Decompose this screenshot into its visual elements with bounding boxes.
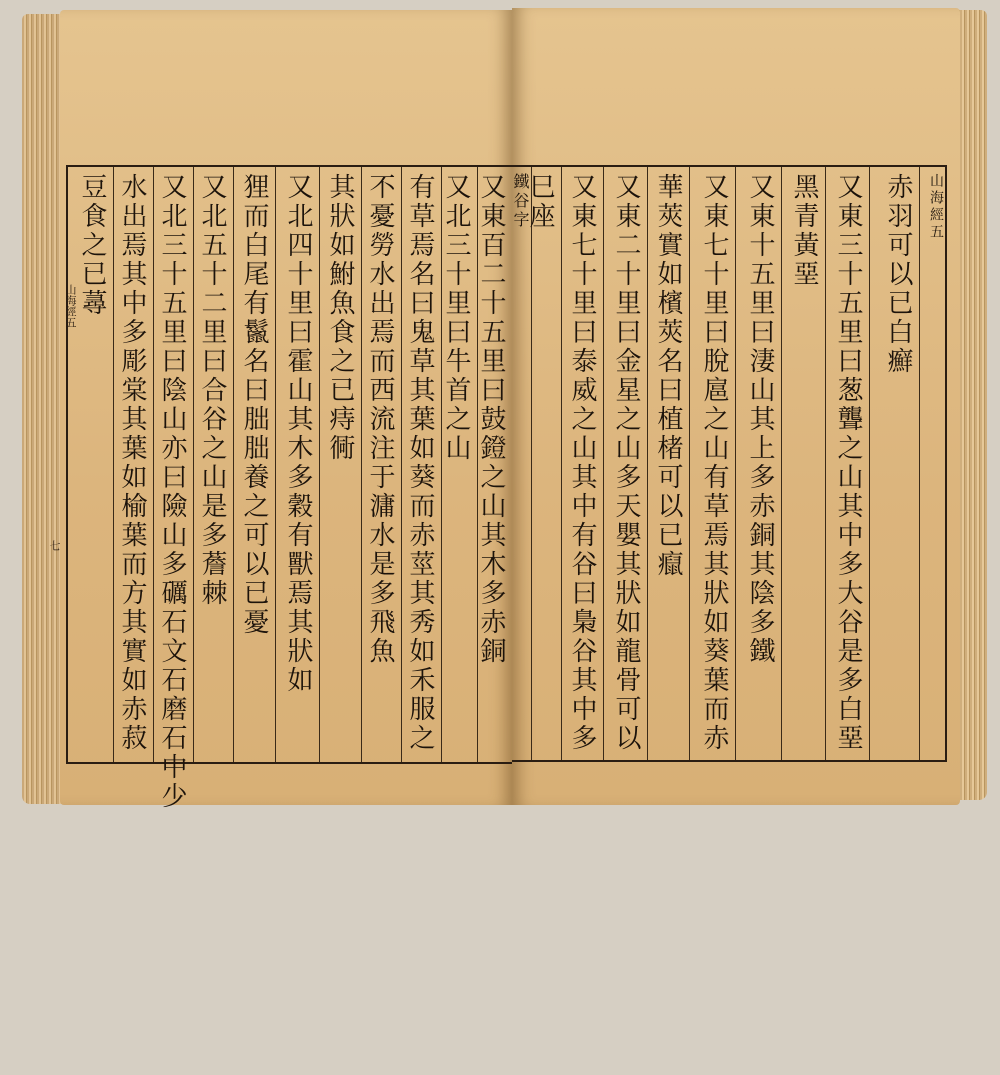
text-column (604, 167, 648, 760)
right-page (512, 8, 960, 805)
text-column (194, 167, 234, 762)
text-column (154, 167, 194, 811)
column-text: 又東百二十五里曰鼓鐙之山其木多赤銅 (476, 173, 506, 666)
text-column (525, 167, 562, 760)
column-text: 又東三十五里曰葱聾之山其中多大谷是多白堊 (833, 173, 863, 753)
gutter-title: 山海經五 (64, 284, 77, 328)
text-column (114, 167, 154, 762)
gutter-title: 山海經五 (928, 173, 944, 241)
column-text: 又東七十里曰脫扈之山有草焉其狀如葵葉而赤 (699, 173, 729, 753)
text-column (736, 167, 782, 760)
column-text: 又東二十里曰金星之山多天嬰其狀如龍骨可以 (611, 173, 641, 753)
text-column (478, 167, 512, 762)
text-column (920, 167, 945, 760)
column-text: 又北三十里曰牛首之山 (441, 173, 471, 463)
column-text: 不憂勞水出焉而西流注于滽水是多飛魚 (365, 173, 395, 666)
column-text: 又北三十五里曰陰山亦曰險山多礪石文石磨石中少 (157, 173, 187, 811)
column-text: 華莢實如檳莢名曰植楮可以已癙 (653, 173, 683, 579)
column-text: 豆食之已蕁 (77, 173, 107, 318)
text-column (562, 167, 604, 760)
text-column (276, 167, 320, 762)
left-page (48, 10, 512, 811)
left-gutter-label (48, 280, 78, 1075)
column-text: 鐵谷字 (511, 173, 530, 230)
text-column (512, 167, 532, 760)
column-text: 又東十五里曰淒山其上多赤銅其陰多鐵 (745, 173, 775, 666)
right-page-frame (512, 165, 947, 762)
column-text: 黑青黃堊 (789, 173, 819, 289)
column-text: 又北四十里曰霍山其木多穀有獸焉其狀如 (283, 173, 313, 695)
column-text: 狸而白尾有鬣名曰朏朏養之可以已憂 (239, 173, 269, 637)
text-column (782, 167, 826, 760)
column-text: 赤羽可以已白癬 (883, 173, 913, 376)
text-column (870, 167, 920, 760)
column-text: 水出焉其中多彫棠其葉如榆葉而方其實如赤菽 (117, 173, 147, 753)
column-text: 又東七十里曰泰威之山其中有谷曰梟谷其中多 (567, 173, 597, 753)
left-page-frame (66, 165, 514, 811)
text-column (648, 167, 690, 760)
column-text: 有草焉名曰鬼草其葉如葵而赤莖其秀如禾服之 (405, 173, 435, 753)
column-text: 又北五十二里曰合谷之山是多薝棘 (197, 173, 227, 608)
text-column (234, 167, 276, 762)
text-column (362, 167, 402, 762)
text-column (320, 167, 362, 762)
gutter-page-number: 七 (48, 540, 61, 551)
column-text: 其狀如鮒魚食之已痔衕 (325, 173, 355, 463)
text-column (690, 167, 736, 760)
column-text: 巳座 (525, 173, 555, 231)
text-column (826, 167, 870, 760)
